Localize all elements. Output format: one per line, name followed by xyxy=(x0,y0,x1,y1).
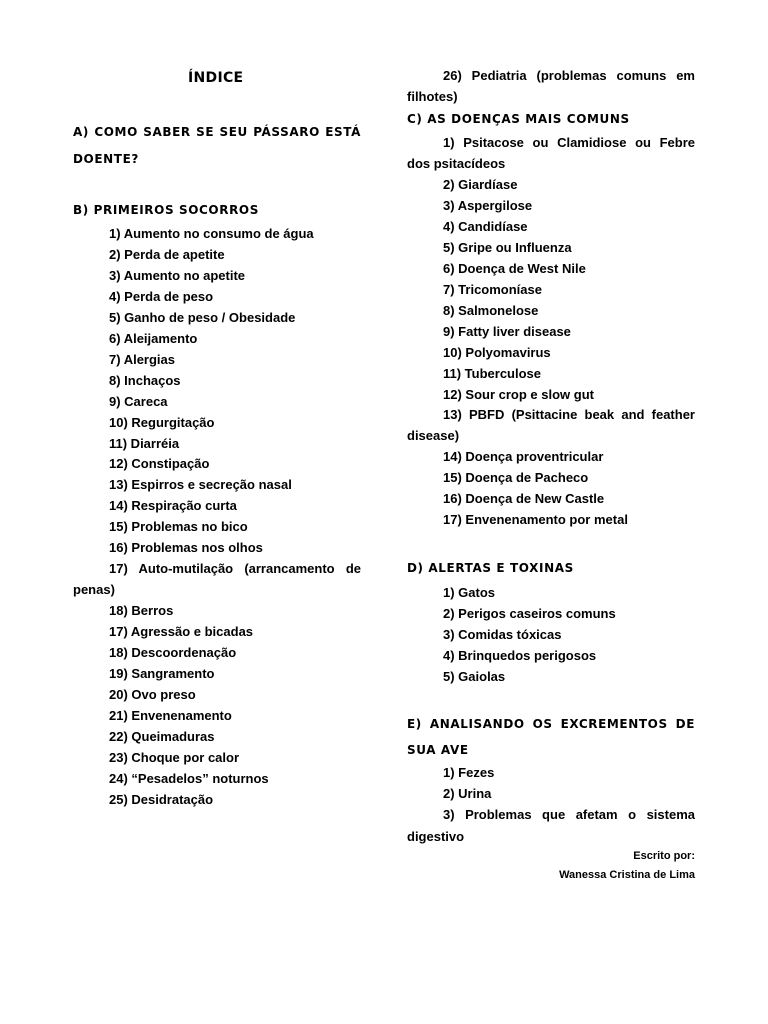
section-c-item13-line2: disease) xyxy=(407,428,460,443)
section-b-list-item: 10) Regurgitação xyxy=(109,414,215,430)
section-b-list-item: 14) Respiração curta xyxy=(109,498,237,514)
section-b-list-item: 2) Perda de apetite xyxy=(109,246,225,262)
section-b-list-item: 6) Aleijamento xyxy=(109,330,198,346)
section-d-list-item: 4) Brinquedos perigosos xyxy=(443,648,597,663)
section-a-heading-line1: A) COMO SABER SE SEU PÁSSARO ESTÁ xyxy=(73,125,361,139)
section-b-list-item: 13) Espirros e secreção nasal xyxy=(109,477,292,493)
section-c-list-item: 17) Envenenamento por metal xyxy=(443,512,628,527)
section-b-list-item: 25) Desidratação xyxy=(109,791,214,807)
section-b-item17-line2: penas) xyxy=(73,582,115,597)
section-c-list-item: 11) Tuberculose xyxy=(443,365,542,381)
section-b-list-item: 19) Sangramento xyxy=(109,665,215,681)
section-d-heading: D) ALERTAS E TOXINAS xyxy=(407,561,574,575)
page-title: ÍNDICE xyxy=(188,70,244,86)
section-b-list-item: 5) Ganho de peso / Obesidade xyxy=(109,309,296,325)
section-c-item1-line1: 1) Psitacose ou Clamidiose ou Febre xyxy=(443,135,695,150)
section-d-list-item: 1) Gatos xyxy=(443,585,496,600)
section-b-list-item: 24) “Pesadelos” noturnos xyxy=(109,770,269,786)
section-b-list-item: 22) Queimaduras xyxy=(109,728,215,744)
section-c-list-item: 14) Doença proventricular xyxy=(443,449,604,464)
section-b-list-item: 3) Aumento no apetite xyxy=(109,267,246,283)
section-a-heading-line2: DOENTE? xyxy=(73,152,139,166)
section-e-heading-line1: E) ANALISANDO OS EXCREMENTOS DE xyxy=(407,717,695,731)
section-e-item3-line2: digestivo xyxy=(407,829,465,844)
section-b-list-item: 15) Problemas no bico xyxy=(109,519,248,535)
section-b-list-item: 9) Careca xyxy=(109,393,168,409)
section-b-heading: B) PRIMEIROS SOCORROS xyxy=(73,203,259,217)
section-b-item26-line1: 26) Pediatria (problemas comuns em xyxy=(443,68,695,83)
section-b-list-item: 23) Choque por calor xyxy=(109,749,240,765)
section-c-list-item: 3) Aspergilose xyxy=(443,197,533,213)
section-c-list-item: 10) Polyomavirus xyxy=(443,344,551,360)
section-b-list-item: 8) Inchaços xyxy=(109,372,181,388)
section-e-heading-line2: SUA AVE xyxy=(407,743,469,757)
section-b-list-item: 16) Problemas nos olhos xyxy=(109,540,263,556)
section-b-list-item: 21) Envenenamento xyxy=(109,707,232,723)
section-c-heading: C) AS DOENÇAS MAIS COMUNS xyxy=(407,112,630,126)
section-b-list-item: 7) Alergias xyxy=(109,351,175,367)
section-b-list-item: 11) Diarréia xyxy=(109,435,180,451)
section-c-list-item: 9) Fatty liver disease xyxy=(443,323,571,339)
section-e-item3-line1: 3) Problemas que afetam o sistema xyxy=(443,807,695,822)
section-c-item1-line2: dos psitacídeos xyxy=(407,156,506,171)
section-b-list-item: 1) Aumento no consumo de água xyxy=(109,226,314,241)
section-c-list-item: 8) Salmonelose xyxy=(443,302,539,318)
section-e-list-item: 1) Fezes xyxy=(443,765,495,780)
section-c-list-item: 12) Sour crop e slow gut xyxy=(443,386,594,402)
section-c-list-item: 2) Giardíase xyxy=(443,177,518,192)
section-d-list-item: 5) Gaiolas xyxy=(443,669,506,684)
section-b-list-item: 4) Perda de peso xyxy=(109,288,214,304)
section-d-list-item: 2) Perigos caseiros comuns xyxy=(443,606,616,621)
section-b-list-item: 12) Constipação xyxy=(109,456,210,472)
section-d-list-item: 3) Comidas tóxicas xyxy=(443,627,562,642)
section-b-list-item: 17) Agressão e bicadas xyxy=(109,623,254,639)
credit-author: Wanessa Cristina de Lima xyxy=(559,869,695,881)
section-c-list-item: 6) Doença de West Nile xyxy=(443,260,586,276)
section-b-list-item: 18) Berros xyxy=(109,603,174,618)
section-c-list-item: 4) Candidíase xyxy=(443,218,528,234)
section-c-list-item: 7) Tricomoníase xyxy=(443,281,542,297)
section-e-list-item: 2) Urina xyxy=(443,786,492,801)
section-c-item13-line1: 13) PBFD (Psittacine beak and feather xyxy=(443,407,695,422)
section-b-list-item: 18) Descoordenação xyxy=(109,644,237,660)
section-b-item17-line1: 17) Auto-mutilação (arrancamento de xyxy=(109,561,361,576)
section-b-list-item: 20) Ovo preso xyxy=(109,686,196,702)
section-b-item26-line2: filhotes) xyxy=(407,89,458,104)
section-c-list-item: 16) Doença de New Castle xyxy=(443,491,605,506)
section-c-list-item: 15) Doença de Pacheco xyxy=(443,470,589,485)
section-c-list-item: 5) Gripe ou Influenza xyxy=(443,239,572,255)
credit-label: Escrito por: xyxy=(633,850,695,862)
